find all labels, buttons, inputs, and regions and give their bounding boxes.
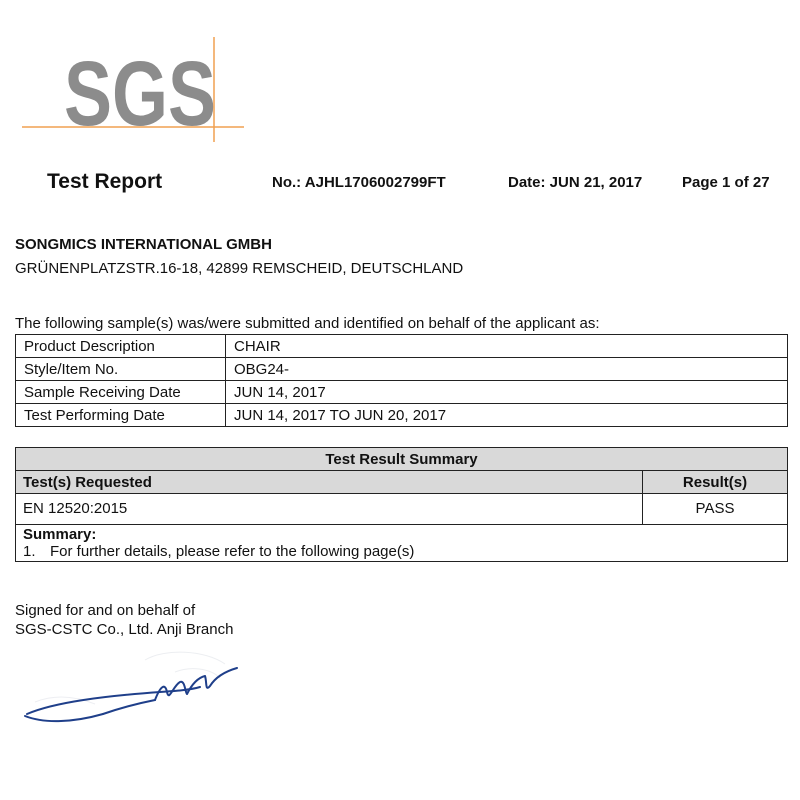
table-row [16,358,788,381]
report-number: No.: AJHL1706002799FT [272,174,446,191]
test-result-summary-table [15,447,788,562]
report-date: Date: JUN 21, 2017 [508,174,643,191]
summary-table-title: Test Result Summary [16,448,788,471]
sample-intro-text: The following sample(s) was/were submitted and identified on behalf of the applicant as: [15,315,600,332]
signing-company: SGS-CSTC Co., Ltd. Anji Branch [15,621,234,638]
table-row [16,404,788,427]
sample-label: Sample Receiving Date [16,381,226,404]
applicant-address: GRÜNENPLATZSTR.16-18, 42899 REMSCHEID, DEUTSCHLAND [15,260,464,277]
summary-item-number: 1. [23,543,36,560]
signed-for-text: Signed for and on behalf of [15,602,196,619]
table-row [16,494,788,525]
sample-value: OBG24- [226,358,788,381]
summary-item-text: For further details, please refer to the following page(s) [50,543,415,560]
applicant-name: SONGMICS INTERNATIONAL GMBH [15,236,272,253]
results-header: Result(s) [643,471,788,494]
test-result-cell: PASS [643,494,788,525]
signature-stamp-watermark [35,652,225,704]
table-row [16,525,788,562]
table-row [16,448,788,471]
tests-requested-header: Test(s) Requested [16,471,643,494]
sample-label: Style/Item No. [16,358,226,381]
test-name-cell: EN 12520:2015 [16,494,643,525]
sample-value: JUN 14, 2017 TO JUN 20, 2017 [226,404,788,427]
sgs-logo [0,0,260,150]
sample-info-table [15,334,788,427]
summary-label: Summary: [23,526,97,543]
signature-stroke [25,668,237,721]
sample-value: JUN 14, 2017 [226,381,788,404]
summary-cell [16,525,788,562]
sample-label: Test Performing Date [16,404,226,427]
table-row [16,335,788,358]
page-indicator: Page 1 of 27 [682,174,770,191]
table-row [16,381,788,404]
sample-label: Product Description [16,335,226,358]
page-title: Test Report [47,170,163,193]
report-header [0,168,800,198]
table-header-row [16,471,788,494]
sgs-logo-text: SGS [64,43,216,145]
handwritten-signature [15,642,255,742]
sample-value: CHAIR [226,335,788,358]
list-item [23,543,780,560]
